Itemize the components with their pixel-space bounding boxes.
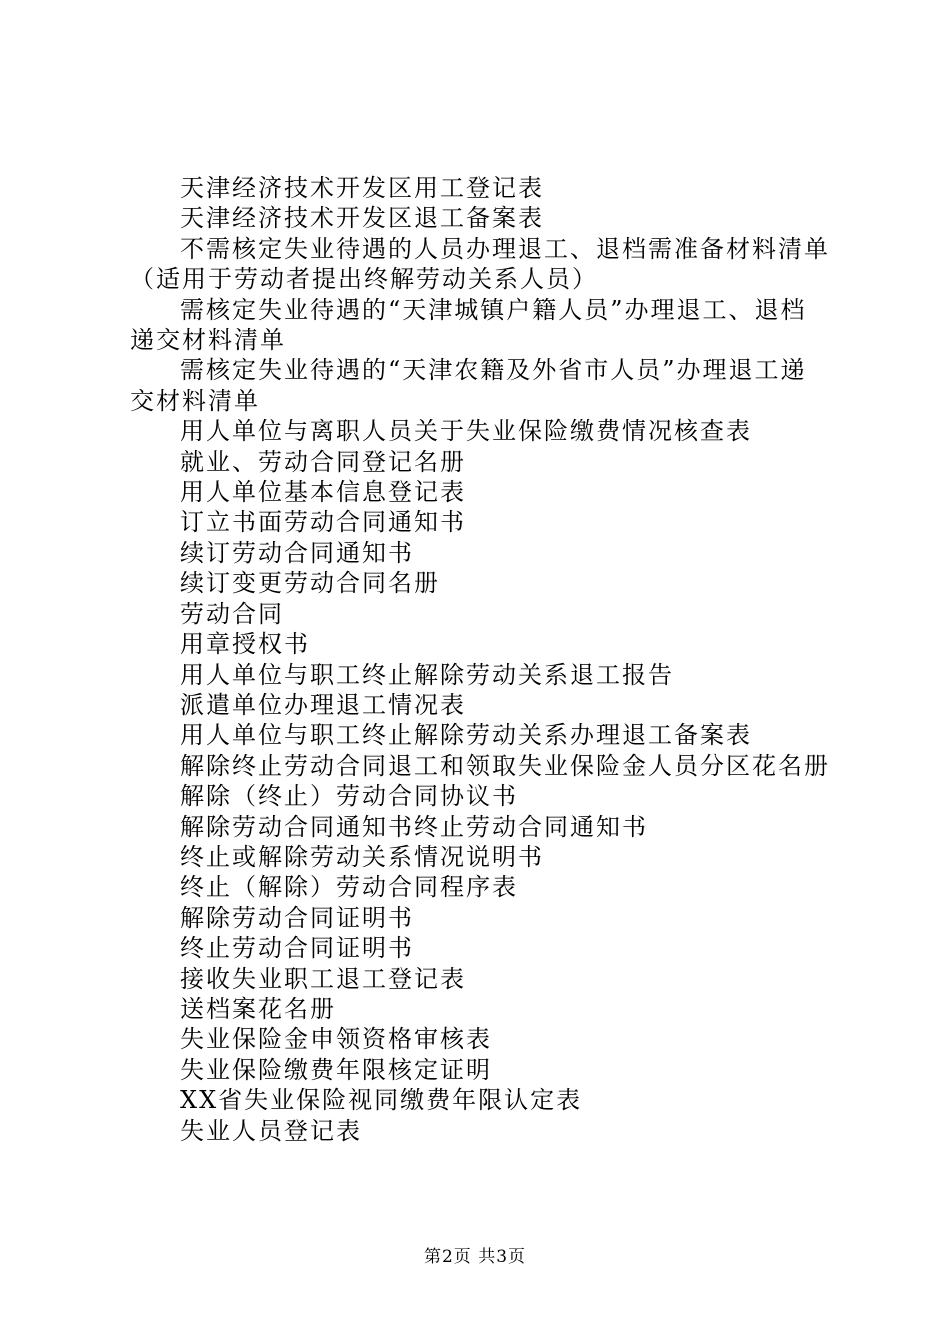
list-item: 不需核定失业待遇的人员办理退工、退档需准备材料清单（适用于劳动者提出终解劳动关系人员） xyxy=(130,234,830,294)
list-item: 天津经济技术开发区退工备案表 xyxy=(180,204,544,233)
list-item: XX省失业保险视同缴费年限认定表 xyxy=(180,1086,583,1115)
page-footer xyxy=(0,1242,950,1267)
list-item: 用章授权书 xyxy=(180,630,310,659)
list-item: 接收失业职工退工登记表 xyxy=(180,964,466,993)
list-item: 解除劳动合同证明书 xyxy=(180,903,414,932)
document-body xyxy=(130,173,830,1146)
list-item: 用人单位与职工终止解除劳动关系办理退工备案表 xyxy=(180,721,752,750)
list-item: 用人单位与离职人员关于失业保险缴费情况核查表 xyxy=(180,417,752,446)
list-item: 解除劳动合同通知书终止劳动合同通知书 xyxy=(180,812,648,841)
list-item: 续订变更劳动合同名册 xyxy=(180,569,440,598)
list-item: 终止或解除劳动关系情况说明书 xyxy=(180,842,544,871)
list-item: 送档案花名册 xyxy=(180,994,336,1023)
list-item: 失业保险缴费年限核定证明 xyxy=(180,1055,492,1084)
page-number: 第2页 共3页 xyxy=(423,1247,527,1267)
list-item: 解除终止劳动合同退工和领取失业保险金人员分区花名册 xyxy=(180,751,830,780)
list-item: 用人单位基本信息登记表 xyxy=(180,478,466,507)
list-item: 失业保险金申领资格审核表 xyxy=(180,1025,492,1054)
list-item: 用人单位与职工终止解除劳动关系退工报告 xyxy=(180,660,674,689)
list-item: 订立书面劳动合同通知书 xyxy=(180,508,466,537)
list-item: 天津经济技术开发区用工登记表 xyxy=(180,174,544,202)
list-item: 续订劳动合同通知书 xyxy=(180,538,414,567)
list-item: 失业人员登记表 xyxy=(180,1116,362,1145)
list-item: 需核定失业待遇的“天津城镇户籍人员”办理退工、退档递交材料清单 xyxy=(130,295,807,355)
list-item: 需核定失业待遇的“天津农籍及外省市人员”办理退工递交材料清单 xyxy=(130,356,807,415)
list-item: 劳动合同 xyxy=(180,599,284,628)
list-item: 就业、劳动合同登记名册 xyxy=(180,447,466,476)
list-item: 派遣单位办理退工情况表 xyxy=(180,690,466,719)
list-item: 终止（解除）劳动合同程序表 xyxy=(180,873,518,902)
list-item: 解除（终止）劳动合同协议书 xyxy=(180,782,518,811)
list-item: 终止劳动合同证明书 xyxy=(180,934,414,963)
